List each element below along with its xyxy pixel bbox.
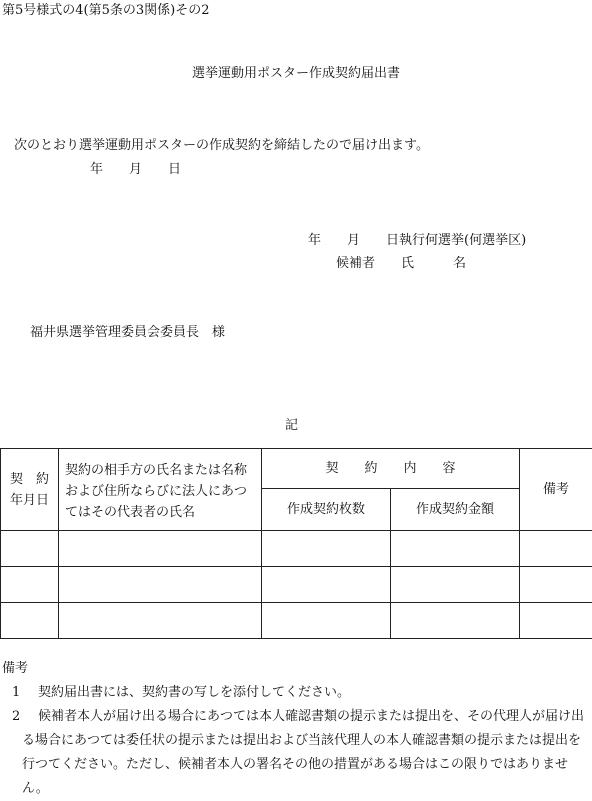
header-counterparty: 契約の相手方の氏名または名称および住所ならびに法人にあつてはその代表者の氏名 [59, 449, 262, 531]
header-contract-amount: 作成契約金額 [391, 489, 520, 531]
table-row [1, 567, 592, 603]
cell-poster-count[interactable] [262, 603, 391, 639]
cell-contract-date[interactable] [1, 531, 59, 567]
header-contract-contents: 契 約 内 容 [262, 449, 520, 489]
notes-heading: 備考 [2, 661, 28, 677]
header-contract-date-line1: 契 約 [1, 469, 58, 490]
header-contract-date-line2: 年月日 [1, 490, 58, 511]
cell-poster-count[interactable] [262, 567, 391, 603]
cell-contract-amount[interactable] [391, 603, 520, 639]
cell-poster-count[interactable] [262, 531, 391, 567]
note-number: 1 [12, 681, 20, 705]
table-row [1, 603, 592, 639]
cell-remarks[interactable] [520, 531, 592, 567]
cell-remarks[interactable] [520, 603, 592, 639]
form-number: 第5号様式の4(第5条の3関係)その2 [2, 3, 210, 19]
cell-counterparty[interactable] [59, 603, 262, 639]
election-info: 年 月 日執行何選挙(何選挙区) [308, 233, 526, 249]
header-poster-count: 作成契約枚数 [262, 489, 391, 531]
note-text: 候補者本人が届け出る場合にあつては本人確認書類の提示または提出を、その代理人が届け出る場合にあつては委任状の提示または提出および当該代理人の本人確認書類の提示または提出を行つてください。ただし、候補者本人の署名その他の措置がある場合はこの限りではありません。 [22, 705, 588, 801]
ki-heading: 記 [285, 418, 298, 434]
header-remarks: 備考 [520, 449, 592, 531]
submission-date: 年 月 日 [90, 162, 181, 178]
cell-remarks[interactable] [520, 567, 592, 603]
note-item [0, 705, 592, 801]
cell-contract-amount[interactable] [391, 531, 520, 567]
cell-contract-amount[interactable] [391, 567, 520, 603]
cell-counterparty[interactable] [59, 531, 262, 567]
intro-statement: 次のとおり選挙運動用ポスターの作成契約を締結したので届け出ます。 [14, 138, 429, 154]
note-text: 契約届出書には、契約書の写しを添付してください。 [38, 681, 588, 705]
document-title: 選挙運動用ポスター作成契約届出書 [0, 66, 592, 82]
contract-table [0, 448, 592, 639]
cell-counterparty[interactable] [59, 567, 262, 603]
note-number: 2 [12, 705, 20, 729]
cell-contract-date[interactable] [1, 603, 59, 639]
note-item [0, 681, 592, 705]
addressee: 福井県選挙管理委員会委員長 様 [30, 325, 225, 341]
candidate-name-line: 候補者 氏 名 [336, 256, 466, 272]
cell-contract-date[interactable] [1, 567, 59, 603]
table-row [1, 531, 592, 567]
header-contract-date [1, 449, 59, 531]
